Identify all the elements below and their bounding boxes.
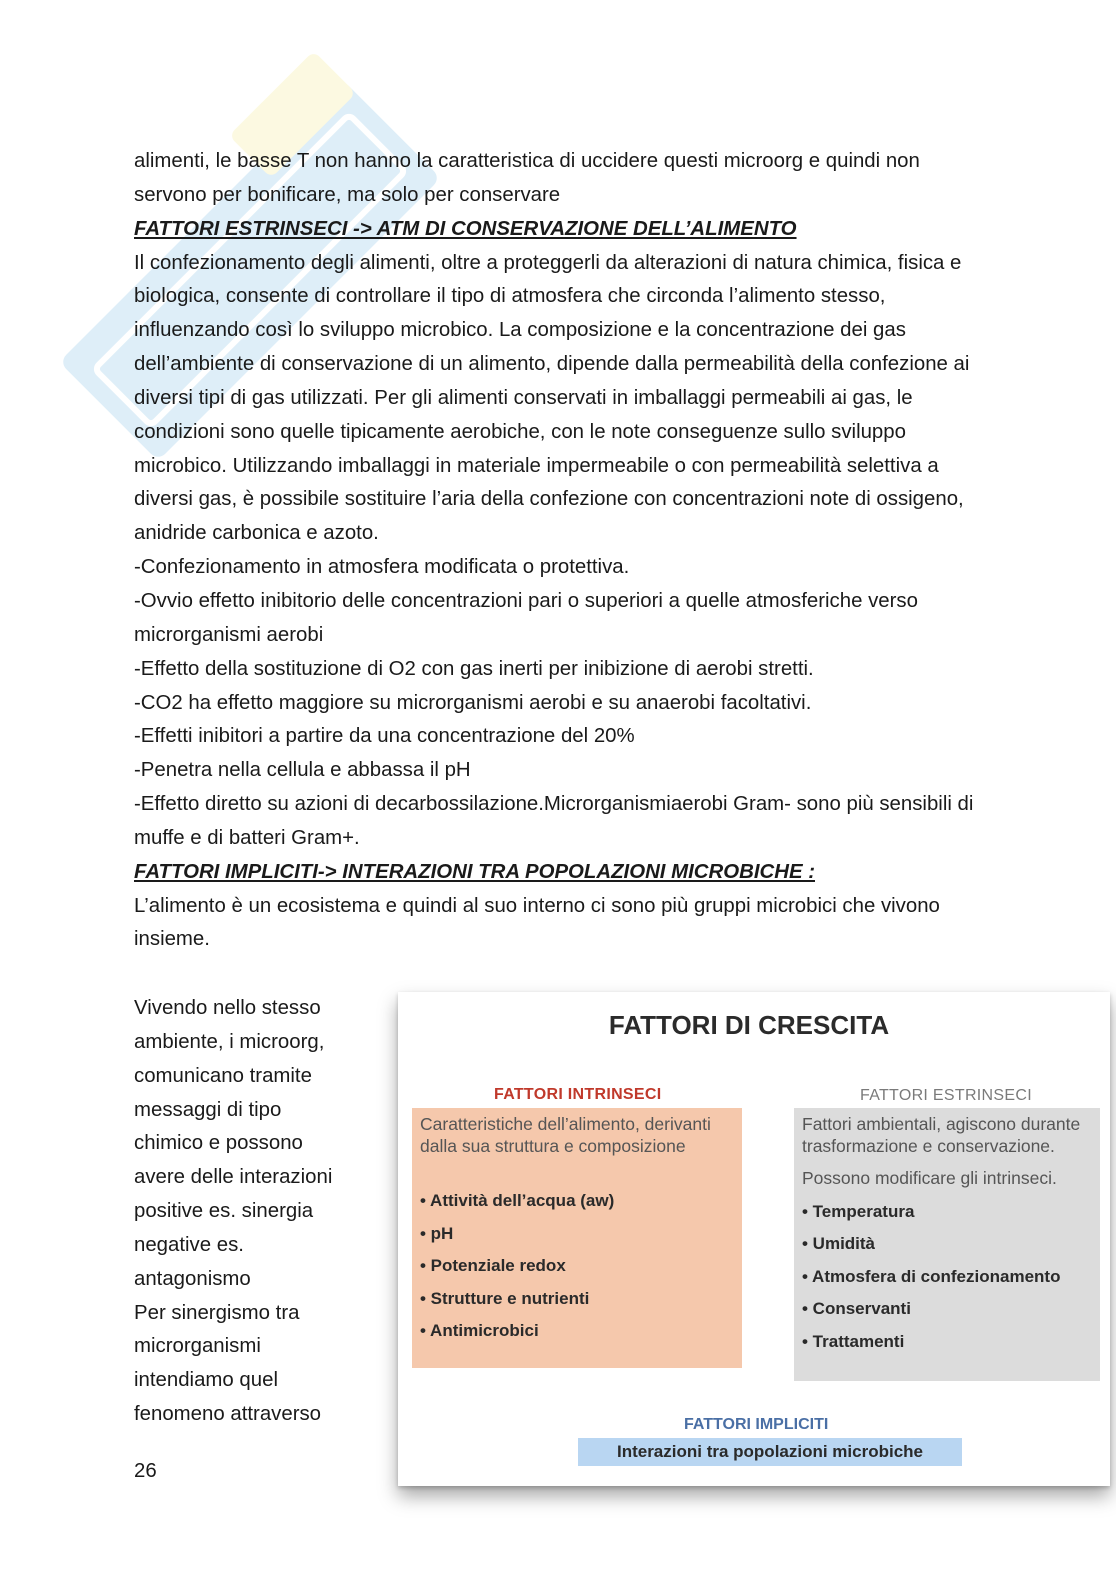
dash-item: -Effetto diretto su azioni di decarbossilazione.Microrganismiaerobi Gram- sono più sensibili di muffe e di batteri Gram+.	[134, 793, 974, 849]
list-item: • Trattamenti	[802, 1331, 905, 1351]
list-item: • Conservanti	[802, 1299, 911, 1318]
narrow-line: chimico e possono	[134, 1132, 303, 1155]
document-body	[134, 145, 984, 957]
paragraph-ecosistema: L’alimento è un ecosistema e quindi al suo interno ci sono più gruppi microbici che vivono insieme.	[134, 894, 940, 951]
slide-title: FATTORI DI CRESCITA	[608, 1010, 890, 1040]
narrow-line: fenomeno attraverso	[134, 1403, 322, 1426]
intrinseci-title: FATTORI INTRINSECI	[494, 1086, 662, 1103]
list-item: • Attività dell’acqua (aw)	[420, 1191, 615, 1210]
estrinseci-subnote: Possono modificare gli intrinseci.	[802, 1168, 1057, 1188]
estrinseci-title: FATTORI ESTRINSECI	[860, 1087, 1032, 1104]
narrow-line: intendiamo quel	[134, 1369, 278, 1392]
dash-item: -Ovvio effetto inibitorio delle concentrazioni pari o superiori a quelle atmosferiche verso microrganismi aerobi	[134, 589, 918, 646]
narrow-line: negative es.	[134, 1233, 244, 1256]
list-item: • Temperatura	[802, 1201, 915, 1221]
slide-fattori-di-crescita	[398, 992, 1110, 1486]
paragraph-confezionamento: Il confezionamento degli alimenti, oltre a proteggerli da alterazioni di natura chimica, fisica e biologica, consente di controllare il tipo di atmosfera che circonda l’alimento stesso, influenzando così lo sviluppo microbico. La composizione e la concentrazione dei gas dell’ambiente di conservazione di un alimento, dipende dalla permeabilità della confezione ai diversi tipi di gas utilizzati. Per gli alimenti conservati in imballaggi permeabili ai gas, le condizioni sono quelle tipicamente aerobiche, con le note conseguenze sullo sviluppo microbico. Utilizzando imballaggi in materiale impermeabile o con permeabilità selettiva a diversi gas, è possibile sostituire l’aria della confezione con concentrazioni note di ossigeno, anidride carbonica e azoto.	[134, 251, 970, 545]
paragraph-continuation: alimenti, le basse T non hanno la caratteristica di uccidere questi microorg e quindi non servono per bonificare, ma solo per conservare	[134, 150, 920, 206]
list-item: • Atmosfera di confezionamento	[802, 1266, 1061, 1286]
narrow-line: ambiente, i microorg,	[134, 1030, 325, 1053]
page-number: 26	[134, 1460, 157, 1482]
list-item: • pH	[420, 1223, 454, 1243]
estrinseci-list	[802, 1196, 1092, 1359]
narrow-line: positive es. sinergia	[134, 1200, 314, 1223]
list-item: • Umidità	[802, 1234, 876, 1253]
dash-item: -CO2 ha effetto maggiore su microrganismi aerobi e su anaerobi facoltativi.	[134, 691, 812, 714]
heading-fattori-impliciti: FATTORI IMPLICITI-> INTERAZIONI TRA POPOLAZIONI MICROBICHE :	[134, 860, 815, 883]
narrow-line: antagonismo	[134, 1267, 251, 1290]
impliciti-title: FATTORI IMPLICITI	[684, 1416, 829, 1433]
dash-item: -Confezionamento in atmosfera modificata o protettiva.	[134, 556, 630, 579]
narrow-line: avere delle interazioni	[134, 1166, 333, 1189]
estrinseci-box	[794, 1108, 1100, 1381]
heading-fattori-estrinseci: FATTORI ESTRINSECI -> ATM DI CONSERVAZIONE DELL’ALIMENTO	[134, 217, 797, 240]
dash-item: -Penetra nella cellula e abbassa il pH	[134, 759, 471, 782]
narrow-column-text	[134, 992, 374, 1432]
narrow-line: Per sinergismo tra	[134, 1301, 300, 1324]
intrinseci-description: Caratteristiche dell’alimento, derivanti dalla sua struttura e composizione	[420, 1114, 711, 1156]
dash-item: -Effetto della sostituzione di O2 con gas inerti per inibizione di aerobi stretti.	[134, 657, 814, 680]
narrow-line: comunicano tramite	[134, 1064, 312, 1087]
estrinseci-description: Fattori ambientali, agiscono durante trasformazione e conservazione.	[802, 1114, 1081, 1156]
intrinseci-list	[420, 1185, 734, 1348]
dash-item: -Effetti inibitori a partire da una concentrazione del 20%	[134, 725, 635, 748]
narrow-line: microrganismi	[134, 1335, 261, 1358]
narrow-line: messaggi di tipo	[134, 1098, 282, 1121]
list-item: • Strutture e nutrienti	[420, 1288, 590, 1308]
impliciti-bar: Interazioni tra popolazioni microbiche	[578, 1438, 962, 1466]
list-item: • Antimicrobici	[420, 1321, 539, 1340]
intrinseci-box	[412, 1108, 742, 1368]
list-item: • Potenziale redox	[420, 1256, 566, 1275]
narrow-line: Vivendo nello stesso	[134, 997, 321, 1019]
